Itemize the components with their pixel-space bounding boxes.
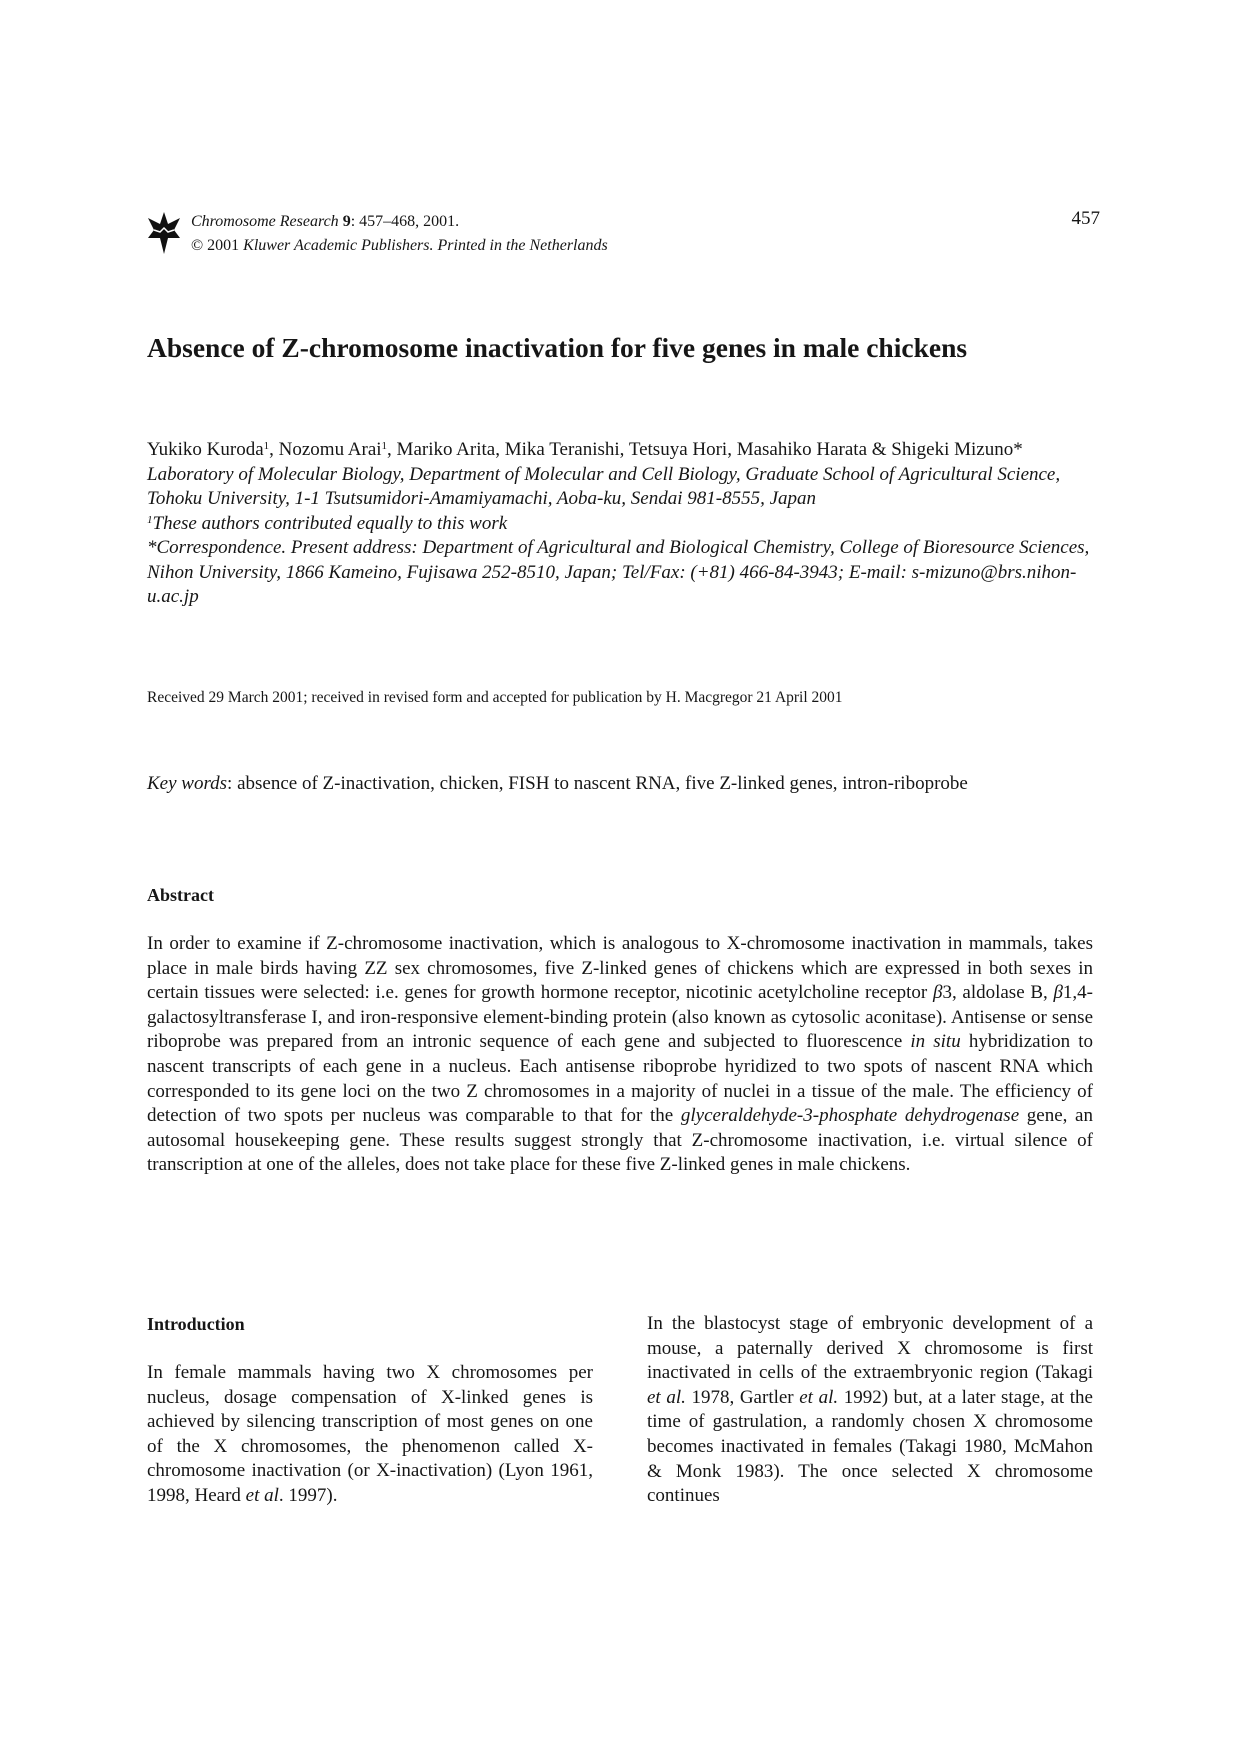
keywords-text: : absence of Z-inactivation, chicken, FISH to nascent RNA, five Z-linked genes, intron-riboprobe: [227, 773, 968, 794]
intro-run: . 1997).: [278, 1484, 338, 1506]
author-name: Yukiko Kuroda: [147, 439, 264, 460]
copyright-year: 2001: [203, 237, 244, 254]
author-footnote-mark: 1: [263, 440, 270, 452]
intro-run: 1978, Gartler: [685, 1386, 800, 1408]
author-names-rest: , Mariko Arita, Mika Teranishi, Tetsuya Hori, Masahiko Harata & Shigeki Mizuno*: [387, 439, 1023, 460]
intro-run: 1992) but, at a later stage, at the time of gastrulation, a randomly chosen X chromosome becomes inactivated in females (Takagi 1980, McMahon & Monk 1983). The once selected X chromosome continues: [647, 1386, 1093, 1507]
italic-etal: et al: [245, 1484, 279, 1506]
abstract-run: 3, aldolase B,: [942, 982, 1054, 1004]
author-name: , Nozomu Arai: [269, 439, 382, 460]
abstract-run: In order to examine if Z-chromosome inactivation, which is analogous to X-chromosome inactivation in mammals, takes place in male birds having ZZ sex chromosomes, five Z-linked genes of chickens which are expressed in both sexes in certain tissues were selected: i.e. genes for growth hormone receptor, nicotinic acetylcholine receptor: [147, 933, 1093, 1004]
equal-contribution-text: These authors contributed equally to this work: [152, 512, 508, 534]
beta-symbol: β: [1053, 982, 1063, 1004]
affiliation: Laboratory of Molecular Biology, Department of Molecular and Cell Biology, Graduate School of Agricultural Science, Tohoku University, 1-1 Tsutsumidori-Amamiyamachi, Aoba-ku, Sendai 981-8555, Japan: [147, 463, 1061, 509]
copyright-symbol: ©: [191, 237, 204, 254]
publisher-line: Kluwer Academic Publishers. Printed in the Netherlands: [243, 237, 608, 254]
abstract-text: [147, 932, 1093, 1178]
italic-etal: et al.: [799, 1386, 839, 1408]
intro-run: In female mammals having two X chromosomes per nucleus, dosage compensation of X-linked genes is achieved by silencing transcription of most genes on one of the X chromosomes, the phenomenon called X-chromosome inactivation (or X-inactivation) (Lyon 1961, 1998, Heard: [147, 1362, 593, 1506]
abstract-heading: Abstract: [147, 885, 214, 905]
keywords-label: Key words: [147, 773, 228, 794]
journal-pages: : 457–468, 2001.: [350, 213, 460, 230]
beta-symbol: β: [932, 982, 943, 1004]
italic-gene-name: glyceraldehyde-3-phosphate dehydrogenase: [680, 1105, 1020, 1127]
abstract-run: 1,4-galactosyltransferase I, and iron-responsive element-binding protein (also known as cytosolic aconitase). Antisense or sense riboprobe was prepared from an intronic sequence of each gene and subjected to fluorescence: [147, 982, 1093, 1053]
page-number: 457: [1071, 208, 1100, 229]
author-list: [147, 438, 1097, 463]
abstract-run: gene, an autosomal housekeeping gene. These results suggest strongly that Z-chromosome inactivation, i.e. virtual silence of transcription at one of the alleles, does not take place for these five Z-linked genes in male chickens.: [147, 1105, 1093, 1176]
journal-volume: 9: [342, 213, 351, 230]
paper-title: Absence of Z-chromosome inactivation for five genes in male chickens: [147, 332, 968, 363]
introduction-column-left: [147, 1361, 593, 1509]
journal-name: Chromosome Research: [191, 213, 339, 230]
italic-term: in situ: [910, 1031, 961, 1053]
author-footnote-mark: 1: [381, 440, 388, 452]
equal-contribution-note: [147, 512, 1097, 537]
authors-block: [147, 438, 1097, 610]
abstract-run: hybridization to nascent transcripts of each gene in a nucleus. Each antisense riboprobe hyridized to two spots of nascent RNA which corresponded to its gene loci on the two Z chromosomes in a majority of nuclei in a tissue of the male. The efficiency of detection of two spots per nucleus was comparable to that for the: [147, 1031, 1094, 1127]
journal-citation: [191, 210, 608, 258]
intro-run: In the blastocyst stage of embryonic development of a mouse, a paternally derived X chromosome is first inactivated in cells of the extraembryonic region (Takagi: [647, 1313, 1093, 1384]
correspondence-note: *Correspondence. Present address: Department of Agricultural and Biological Chemistry, College of Bioresource Sciences, Nihon University, 1866 Kameino, Fujisawa 252-8510, Japan; Tel/Fax: (+81) 466-84-3943; E-mail: s-mizuno@brs.nihon-u.ac.jp: [147, 537, 1090, 607]
italic-etal: et al.: [647, 1386, 686, 1408]
keywords: [147, 771, 1007, 796]
received-dates: Received 29 March 2001; received in revised form and accepted for publication by H. Macgregor 21 April 2001: [147, 689, 843, 706]
publisher-logo-icon: [146, 208, 182, 258]
footnote-mark: 1: [147, 513, 153, 526]
introduction-heading: Introduction: [147, 1314, 245, 1334]
introduction-column-right: [647, 1312, 1093, 1509]
